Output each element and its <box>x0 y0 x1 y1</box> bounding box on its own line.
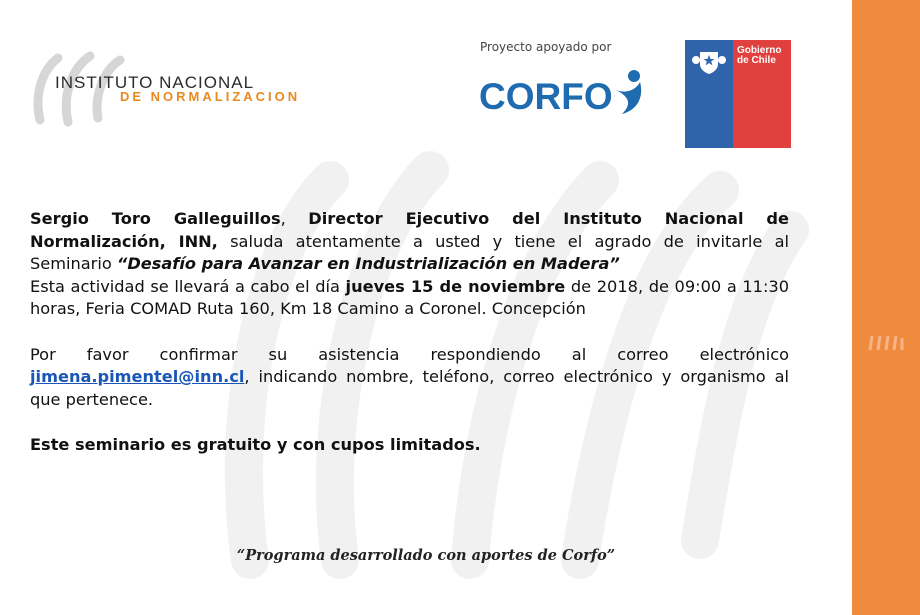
seminar-title: “Desafío para Avanzar en Industrialización en Madera” <box>116 254 620 274</box>
free-seminar-note: Este seminario es gratuito y con cupos limitados. <box>30 434 481 454</box>
sponsor-caption: Proyecto apoyado por <box>480 40 612 54</box>
gobierno-de-chile-logo <box>685 40 791 148</box>
inn-logo-title: INSTITUTO NACIONAL <box>55 73 255 92</box>
event-date: jueves 15 de noviembre <box>345 276 566 296</box>
invitation-body <box>30 208 789 457</box>
details-rest: de 2018, de 09:00 a 11:30 horas, Feria COMAD Ruta 160, Km 18 Camino a Coronel. Concepción <box>30 276 790 319</box>
inn-logo-subtitle: DE NORMALIZACION <box>120 89 301 104</box>
gob-logo-line2: de Chile <box>737 55 776 66</box>
rsvp-paragraph <box>30 344 789 412</box>
greeting-text: saluda atentamente a usted y tiene el agrado de invitarle al Seminario <box>30 231 790 274</box>
details-paragraph <box>30 276 789 321</box>
footer-note: “Programa desarrollado con aportes de Corfo” <box>236 547 616 564</box>
right-accent-bar <box>852 0 920 615</box>
gob-logo-line1: Gobierno <box>737 45 782 56</box>
invitation-paragraph: Sergio Toro Galleguillos, Director Ejecutivo del Instituto Nacional de Normalización, INN, saluda atentamente a usted y tiene el agrado de invitarle al Seminario “Desafío para Avanzar en Industrialización en Madera” <box>30 209 790 274</box>
rsvp-intro: Por favor confirmar su asistencia respondiendo al correo electrónico <box>30 344 789 364</box>
inn-small-logo-icon <box>866 330 906 354</box>
host-name: Sergio Toro Galleguillos <box>30 209 281 228</box>
details-intro: Esta actividad se llevará a cabo el día <box>30 276 346 296</box>
chile-coat-of-arms-icon <box>690 46 728 76</box>
corfo-figure-icon <box>610 66 646 118</box>
rsvp-rest: , indicando nombre, teléfono, correo electrónico y organismo al que pertenece. <box>30 367 789 409</box>
rsvp-email-link[interactable]: jimena.pimentel@inn.cl <box>30 367 245 387</box>
corfo-logo: CORFO <box>479 76 613 117</box>
host-role: Director Ejecutivo del Instituto Nacional de Normalización, INN, <box>30 209 789 251</box>
gob-logo-text <box>737 46 791 66</box>
